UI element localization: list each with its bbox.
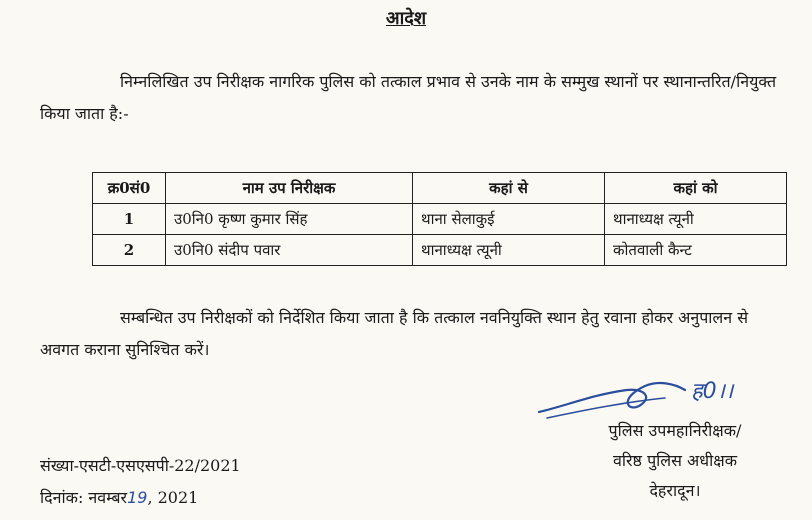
instruction-paragraph: सम्बन्धित उप निरीक्षकों को निर्देशित किया जाता है कि तत्काल नवनियुक्ति स्थान हेतु रवाना होकर अनुपालन से अवगत कराना सुनिश्चित करें।	[40, 308, 749, 359]
date-label: दिनांक: नवम्बर	[40, 488, 128, 507]
date-day-handwritten: 19	[127, 488, 148, 507]
header-serial: क्र0सं0	[93, 173, 166, 204]
intro-paragraph: निम्नलिखित उप निरीक्षक नागरिक पुलिस को तत्काल प्रभाव से उनके नाम के सम्मुख स्थानों पर स्थानान्तरित/नियुक्त किया जाता है:-	[40, 72, 777, 123]
date-year: , 2021	[147, 488, 199, 507]
transfer-table	[92, 172, 787, 266]
cell-to: थानाध्यक्ष त्यूनी	[605, 204, 787, 235]
table-header-row	[93, 173, 787, 204]
cell-name: उ0नि0 कृष्ण कुमार सिंह	[166, 204, 413, 235]
document-heading: आदेश	[385, 8, 427, 29]
signature-text: ह0।।	[691, 379, 734, 404]
cell-name: उ0नि0 संदीप पवार	[166, 235, 413, 266]
reference-block	[40, 450, 241, 514]
designation-line-1: पुलिस उपमहानिरीक्षक/	[608, 421, 742, 440]
reference-date	[40, 482, 241, 514]
designation-block	[560, 416, 790, 506]
table-row	[93, 235, 787, 266]
cell-to: कोतवाली कैन्ट	[605, 235, 787, 266]
cell-from: थानाध्यक्ष त्यूनी	[413, 235, 605, 266]
table-row	[93, 204, 787, 235]
signature-image	[535, 368, 775, 420]
cell-serial: 2	[93, 235, 166, 266]
cell-serial: 1	[93, 204, 166, 235]
reference-number: संख्या-एसटी-एसएसपी-22/2021	[40, 456, 241, 475]
header-name: नाम उप निरीक्षक	[166, 173, 413, 204]
header-to: कहां को	[605, 173, 787, 204]
cell-from: थाना सेलाकुई	[413, 204, 605, 235]
header-from: कहां से	[413, 173, 605, 204]
designation-line-2: वरिष्ठ पुलिस अधीक्षक	[612, 451, 738, 470]
designation-line-3: देहरादून।	[649, 481, 701, 500]
